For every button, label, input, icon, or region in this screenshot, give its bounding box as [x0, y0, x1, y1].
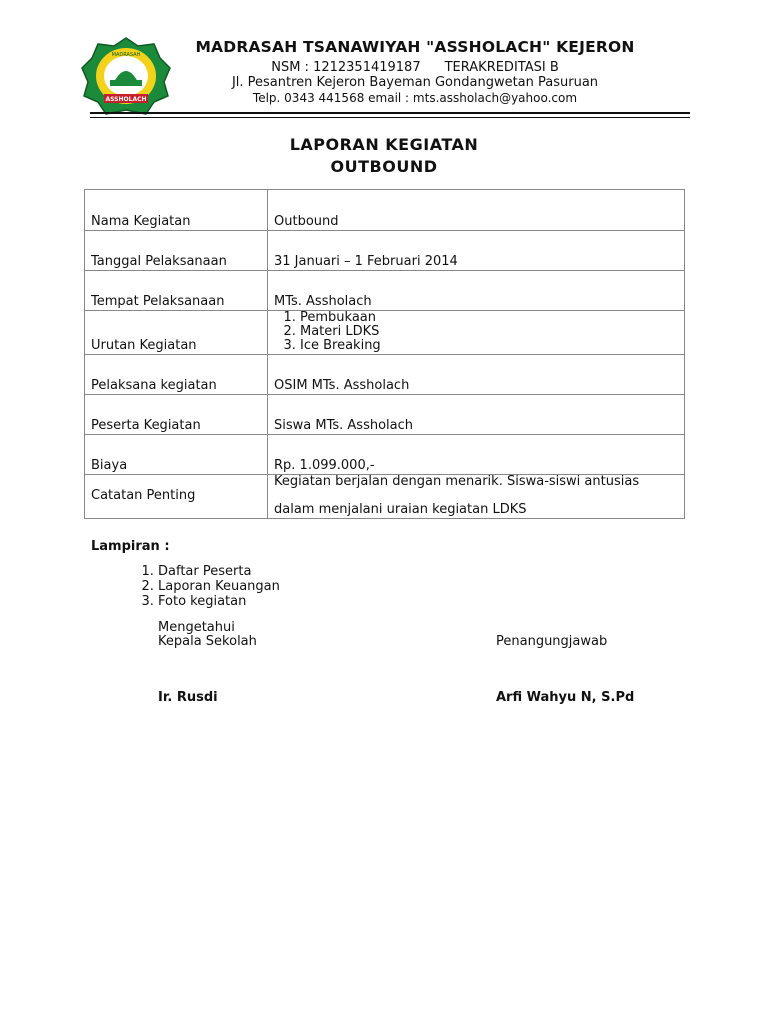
letterhead-rule-thin	[90, 117, 690, 118]
note-line: dalam menjalani uraian kegiatan LDKS	[274, 502, 527, 517]
row-label: Nama Kegiatan	[85, 190, 268, 231]
logo-banner-text: ASSHOLACH	[105, 96, 147, 103]
letterhead-rule-thick	[90, 112, 690, 114]
list-item: 2. Laporan Keuangan	[158, 579, 280, 594]
row-value: MTs. Assholach	[268, 271, 685, 311]
row-value	[268, 311, 685, 355]
principal-title: Kepala Sekolah	[158, 634, 257, 649]
row-value: Outbound	[268, 190, 685, 231]
school-contact: Telp. 0343 441568 email : mts.assholach@yahoo.com	[252, 91, 578, 105]
nsm-number: NSM : 1212351419187	[271, 60, 421, 75]
school-address: Jl. Pesantren Kejeron Bayeman Gondangwetan Pasuruan	[231, 75, 599, 90]
report-title: LAPORAN KEGIATAN	[289, 135, 479, 154]
activity-sequence-list	[274, 311, 678, 353]
report-subtitle: OUTBOUND	[330, 157, 438, 176]
table-row	[85, 231, 685, 271]
attachments-list	[132, 564, 280, 609]
school-name: MADRASAH TSANAWIYAH "ASSHOLACH" KEJERON	[195, 38, 635, 56]
mosque-base-icon	[110, 80, 142, 86]
row-label: Pelaksana kegiatan	[85, 355, 268, 395]
row-value	[268, 475, 685, 519]
list-item: 1. Pembukaan	[300, 311, 678, 325]
activity-info-table	[84, 189, 685, 519]
row-value: OSIM MTs. Assholach	[268, 355, 685, 395]
table-row	[85, 355, 685, 395]
attachments-heading: Lampiran :	[91, 539, 170, 554]
list-item: 3. Ice Breaking	[300, 339, 678, 353]
table-row	[85, 190, 685, 231]
table-row	[85, 271, 685, 311]
acknowledged-label: Mengetahui	[158, 620, 235, 635]
accreditation-status: TERAKREDITASI B	[444, 60, 559, 75]
row-value: Siswa MTs. Assholach	[268, 395, 685, 435]
list-item: 3. Foto kegiatan	[158, 594, 280, 609]
row-label: Biaya	[85, 435, 268, 475]
responsible-name: Arfi Wahyu N, S.Pd	[496, 690, 635, 705]
row-label: Tanggal Pelaksanaan	[85, 231, 268, 271]
row-label: Tempat Pelaksanaan	[85, 271, 268, 311]
table-row	[85, 475, 685, 519]
responsible-title: Penangungjawab	[496, 634, 608, 649]
principal-name: Ir. Rusdi	[158, 690, 218, 705]
table-row	[85, 395, 685, 435]
list-item: 1. Daftar Peserta	[158, 564, 280, 579]
note-line: Kegiatan berjalan dengan menarik. Siswa-siswi antusias	[274, 474, 640, 489]
row-value: Rp. 1.099.000,-	[268, 435, 685, 475]
row-label: Urutan Kegiatan	[85, 311, 268, 355]
row-label: Catatan Penting	[85, 475, 268, 519]
logo-arc-text: MADRASAH	[111, 52, 141, 58]
table-row	[85, 311, 685, 355]
row-label: Peserta Kegiatan	[85, 395, 268, 435]
list-item: 2. Materi LDKS	[300, 325, 678, 339]
school-registration	[150, 60, 680, 75]
row-value: 31 Januari – 1 Februari 2014	[268, 231, 685, 271]
table-row	[85, 435, 685, 475]
